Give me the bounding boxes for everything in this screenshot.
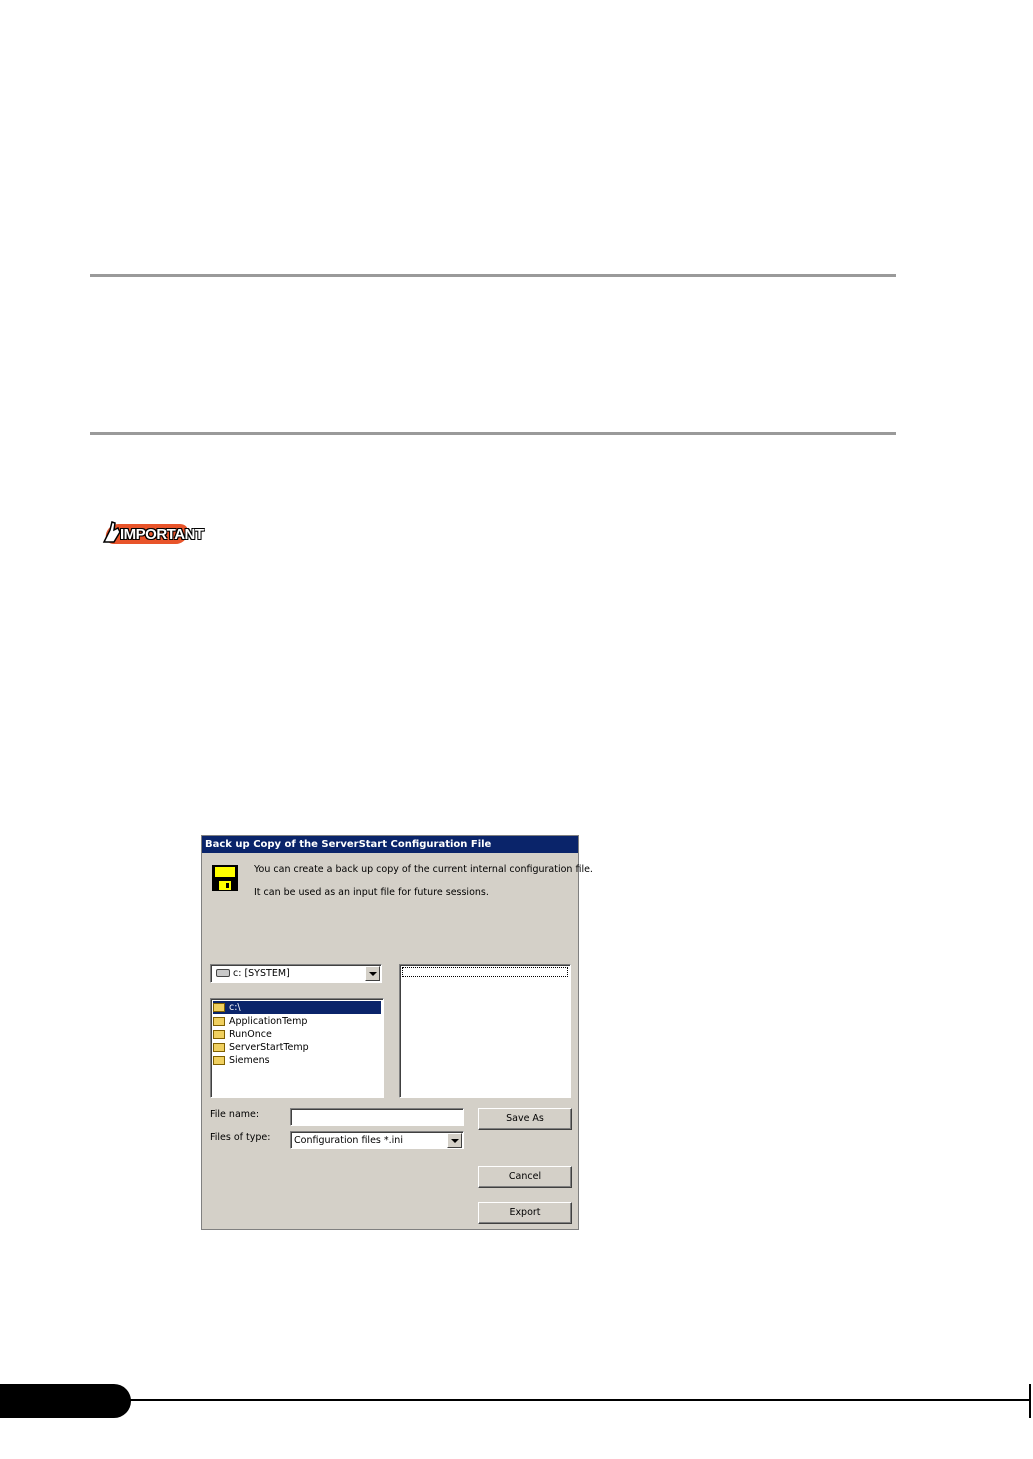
page-footer-tick bbox=[1029, 1384, 1031, 1418]
open-folder-icon bbox=[213, 1003, 225, 1012]
drive-select[interactable] bbox=[210, 964, 382, 983]
folder-item-label: c:\ bbox=[229, 1002, 241, 1013]
folder-icon bbox=[213, 1056, 225, 1065]
export-button[interactable]: Export bbox=[478, 1202, 572, 1224]
folder-item-serverstarttemp[interactable] bbox=[213, 1041, 309, 1054]
drive-icon bbox=[216, 969, 230, 977]
folder-item-label: ServerStartTemp bbox=[229, 1042, 309, 1053]
file-name-input[interactable] bbox=[290, 1108, 464, 1126]
page-footer-line bbox=[120, 1399, 1030, 1401]
badge-label: IMPORTANT bbox=[120, 526, 204, 543]
folder-icon bbox=[213, 1043, 225, 1052]
folder-tree[interactable] bbox=[210, 998, 384, 1098]
folder-item-label: RunOnce bbox=[229, 1029, 272, 1040]
page-footer-tab bbox=[0, 1384, 131, 1418]
folder-icon bbox=[213, 1017, 225, 1026]
files-of-type-select[interactable] bbox=[290, 1131, 464, 1149]
file-list[interactable] bbox=[399, 964, 571, 1098]
drive-dropdown-button[interactable] bbox=[365, 966, 380, 981]
section-rule-bottom bbox=[90, 432, 896, 435]
chevron-down-icon bbox=[451, 1139, 459, 1143]
dialog-message-line-1: You can create a back up copy of the current internal configuration file. bbox=[254, 864, 593, 875]
section-rule-top bbox=[90, 274, 896, 277]
backup-dialog bbox=[201, 835, 593, 1230]
file-list-focus-item[interactable] bbox=[402, 967, 568, 977]
files-of-type-dropdown-button[interactable] bbox=[447, 1133, 462, 1148]
folder-icon bbox=[213, 1030, 225, 1039]
dialog-title: Back up Copy of the ServerStart Configuration File bbox=[202, 836, 578, 853]
dialog-message-line-2: It can be used as an input file for future sessions. bbox=[254, 887, 489, 898]
cancel-button[interactable]: Cancel bbox=[478, 1166, 572, 1188]
folder-item-label: Siemens bbox=[229, 1055, 270, 1066]
files-of-type-value: Configuration files *.ini bbox=[294, 1135, 403, 1146]
folder-item-applicationtemp[interactable] bbox=[213, 1015, 307, 1028]
folder-item-runonce[interactable] bbox=[213, 1028, 272, 1041]
floppy-disk-icon bbox=[211, 864, 239, 892]
files-of-type-label: Files of type: bbox=[210, 1132, 271, 1143]
file-name-label: File name: bbox=[210, 1109, 260, 1120]
important-badge bbox=[98, 518, 204, 548]
folder-item-siemens[interactable] bbox=[213, 1054, 270, 1067]
folder-item-label: ApplicationTemp bbox=[229, 1016, 308, 1027]
chevron-down-icon bbox=[369, 972, 377, 976]
save-as-button[interactable]: Save As bbox=[478, 1108, 572, 1130]
drive-select-value: c: [SYSTEM] bbox=[233, 968, 290, 979]
folder-item-root[interactable] bbox=[213, 1001, 381, 1014]
